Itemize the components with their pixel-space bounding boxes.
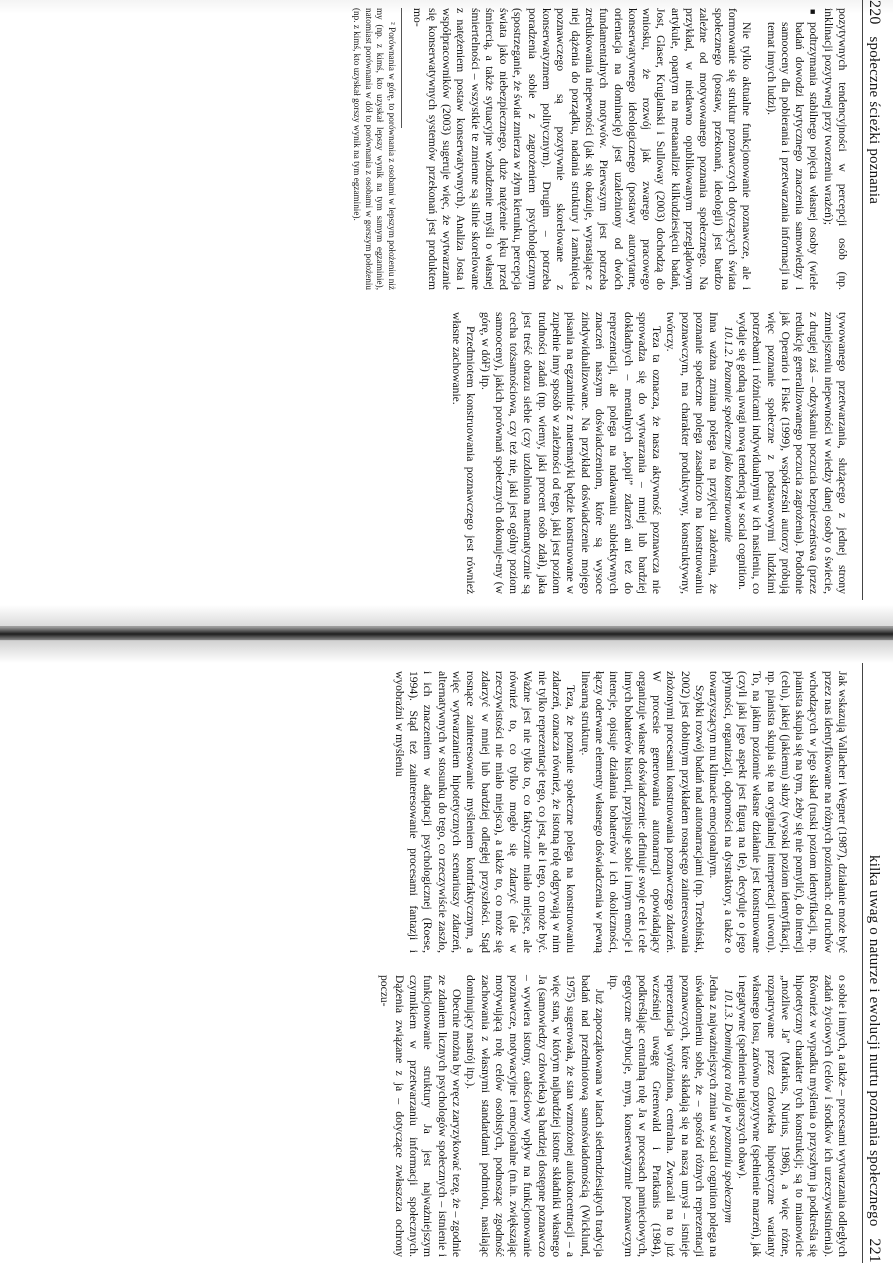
- bullet-list: [763, 8, 820, 290]
- footnote-rule: [401, 8, 402, 128]
- paragraph: Szybki rozwój badań nad autonarracjami (np. Trzebiński, 2002) jest dobitnym przykładem rosnącego zainteresowania złożonymi procesami konstruowania poznawczego zdarzeń. W procesie generowania autonarracji opowiadający organizuje własne doświadczenie: definiuje swoje cele i cele innych bohaterów historii, przypisuje sobie i innym emocje i intencje, opisuje działania bohaterów i ich okoliczności, łączy oderwane elementy własnego doświadczenia w pewną linearną strukturę.: [578, 671, 707, 953]
- left-page: [0, 0, 893, 600]
- paragraph: Nie tylko aktualne funkcjonowanie poznawcze, ale i formowanie się struktur poznawczych dotyczących świata społecznego (postaw, przekonań, ideologii) jest bardzo zależne od motywowanego poznania społecznego. Na przykład, w niedawno opublikowanym przeglądowym artykule, opartym na metaanalizie kilkudziesięciu badań, Jost, Glaser, Kruglanski i Sulloway (2003) dochodzą do wniosku, że rozwój jak zwarego pracowego konserwatywnego ideologicznego (postawy autorytarne, orientacja na dominację) jest uzależniony od dwóch fundamentalnych motywów. Pierwszym jest potrzeba zredukowania niepewności (jak się okazuje, wyrastające z niej dążenia do porządku, nadania struktury i zamknięcia poznawczego są pozytywnie skorelowane z konserwatyzmem politycznym). Drugim – potrzeba poradzenia sobie z zagrożeniem psychologicznym (spostrzeganie, że świat zmierza w złym kierunku, percepcja świata jako niebezpiecznego, duże natężenie lęku przed śmiercią, a także sytuacyjne wzbudzenie myśli o własnej śmiertelności – wszystkie te zmienne są silnie skorelowane z natężeniem postaw konserwatywnych). Analiza Josta i współpracowników (2003) sugeruje więc, że wytwarzanie się konserwatywnych systemów przekonań jest produktem mo-: [411, 8, 754, 290]
- paragraph: Obecnie można by wręcz zaryzykować tezę, że – zgodnie ze zdaniem licznych psychologów społecznych – istnienie i funkcjonowanie struktury Ja jest najważniejszym czynnikiem w przetwarzaniu informacji społecznych. Dążenia związane z ja – dotyczące zwłaszcza ochrony poczu-: [378, 975, 463, 1257]
- left-running-head: [865, 0, 883, 600]
- right-page: [0, 663, 893, 1263]
- footnote: ² Porównania w górę, to porównania z osobami w lepszym położeniu niż my (np. z kimś, kto uzyskał lepszy wynik na tym samym egzaminie), natomiast porównania w dół to porównania z osobami w gorszym położeniu (np. z kimś, kto uzyskał gorszy wynik na tym egzaminie).: [352, 8, 398, 290]
- right-running-head: [865, 663, 883, 1263]
- paragraph: Inna ważna zmiana polega na przyjęciu założenia, że poznanie społeczne polega zasadniczo na konstruowaniu poznawczym, ma charakter produktywny, konstruktywny, twórczy.: [664, 312, 721, 594]
- right-header-rule: [862, 663, 863, 1263]
- section-heading: 10.1.3. Dominująca rola ja w poznaniu społecznym: [721, 989, 734, 1224]
- right-column-2: [377, 975, 849, 1257]
- left-page-number: 220: [866, 0, 883, 25]
- paragraph: Teza, że poznanie społeczne polega na konstruowaniu zdarzeń, oznacza również, że istotną rolę odgrywają w nim nie tylko reprezentacje tego, co jest, ale i tego, co może być. Ważne jest nie tylko to, co faktycznie miało miejsce, ale również to, co tylko mogło się zdarzyć (ale w rzeczywistości nie miało miejsca), a także to, co może się zdarzyć w mniej lub bardziej odległej przyszłości. Stąd rosnące zainteresowanie myśleniem kontrfaktycznym, a więc wytwarzaniem hipotetycznych scenariuszy zdarzeń, alternatywnych w stosunku do tego, co rzeczywiście zaszło, i ich znaczeniem w adaptacji psychologicznej (Roese, 1994). Stąd też zainteresowanie procesami fantazji i wyobraźni w myśleniu: [392, 671, 578, 953]
- right-running-title: kilka uwag o naturze i ewolucji nurtu poznania społecznego: [866, 855, 882, 1227]
- paragraph: tywowanego przetwarzania, służącego z jednej strony zmniejszeniu niepewności w wiedzy danej osoby o świecie, z drugiej zaś – odzyskaniu poczucia bezpieczeństwa (przez redukcję generalizowanego poczucia zagrożenia). Podobnie jak Operario i Fiske (1999), współcześni autorzy próbują więc poznanie społeczne z podstawowymi ludzkimi potrzebami i różnicami indywidualnymi w ich nasileniu, co wydaje się godną uwagi nową tendencją w social cognition.: [735, 312, 849, 594]
- left-column-1: [351, 8, 849, 290]
- section-heading: 10.1.2. Poznanie społeczne jako konstruowanie: [721, 326, 734, 543]
- paragraph: Teza ta oznacza, że nasza aktywność poznawcza nie sprowadza się do wytwarzania – mniej lub bardziej dokładnych – mentalnych „kopii” zdarzeń ani też do reprezentacji, ale polega na nadawaniu subiektywnych znaczeń naszym doświadczeniom, które są wysoce zindywidualizowane. Na przykład doświadczenie mojego pisania na egzaminie z matematyki będzie konstruowane w zupełnie inny sposób w zależności od tego, jaki jest poziom trudności zadań (np. wiemy, jaki procent osób zdał), jaka jest treść obrazu siebie (czy uzdolniona matematycznie są cecha tożsamościowa, czy też nie, jaki jest ogólny poziom samooceny), jakich porównań społecznych dokonuje-my (w górę, w dół²) itp.: [478, 312, 664, 594]
- paragraph: Jak wskazują Vallacher i Wegner (1987), działanie może być przez nas identyfikowane na różnych poziomach: od ruchów wchodzących w jego skład (ruski poziom identyfikacji, np. pianista skupia się na tym, żeby się nie pomylić), do intencji (celu), jakiej (jakiemu) służy (wysoki poziom identyfikacji, np. pianista skupia się na oryginalnej interpretacji utworu). To, na jakim poziomie własne działanie jest konstruowane (czyli jaki jego aspekt jest figurą na tle), decyduje o jego płynności, organizacji, odporności na dystraktory, a także o towarzyszącym mu klimacie emocjonalnym.: [707, 671, 849, 953]
- paragraph: pozytywnych tendencyjności w percepcji osób (np. inklinacji pozytywnej przy tworzeniu wrażeń);: [821, 8, 849, 290]
- right-column-1: [392, 671, 850, 953]
- paragraph: Jedna z najważniejszych zmian w social cognition polega na uświadomieniu sobie, że – spośród różnych reprezentacji poznawczych, które składają się na naszą umysł – istnieje reprezentacja wyróżniona, centralna. Zwracali na to już wcześniej uwagę Greenwald i Pratkanis (1984), podkreślając centralną rolę Ja w procesach pamięciowych, egotyczne atrybucje, mym, konserwatyzmie poznawczym itp.: [607, 975, 721, 1257]
- paragraph: Przedmiotem konstruowania poznawczego jest również własne zachowanie.: [449, 312, 478, 594]
- left-column-2: [449, 312, 849, 594]
- paragraph: o sobie i innych, a także – procesami wytwarzania odległych zadań życiowych (celów i środków ich urzeczywistnienia). Również w wypadku myślenia o przyszłym ja podkreśla się hipotetyczny charakter tych konstrukcji; są to mianowicie „możliwe Ja” (Markus, Nurius, 1986), a więc różne, rozpatrywane przez człowieka hipotetyczne warianty własnego losu, zarówno pozytywne (spełnienie marzeń), jak i negatywne (spełnienie najgorszych obaw).: [735, 975, 849, 1258]
- left-header-rule: [862, 0, 863, 600]
- bullet-item: ■ podtrzymania stabilnego pojęcia własnej osoby (wiele badań dowodzi krytycznego znaczenia samowiedzy i samooceny dla pobierania i przetwarzania informacji na temat innych ludzi).: [763, 22, 820, 290]
- right-page-number: 221: [866, 1238, 883, 1263]
- gutter-shadow: [0, 626, 893, 640]
- paragraph: Już zapoczątkowana w latach siedemdziesiątych tradycja badań nad przedmiotową samoświadomością (Wicklund, 1975) sugerowała, że stan wzmożonej autokoncentracji – a więc stan, w którym najbardziej istotne składniki własnego Ja (samowiedzy człowieka) są bardziej dostępne poznawczo – wywiera istotny, całościowy wpływ na funkcjonowanie poznawcze, motywacyjne i emocjonalne (m.in. zwiększając motywującą rolę celów osobistych, podnosząc zgodność zachowania z własnymi standardami podmiotu, nasilając dominujący nastrój itp.).: [464, 975, 606, 1257]
- left-running-title: społeczne ścieżki poznania: [866, 36, 882, 205]
